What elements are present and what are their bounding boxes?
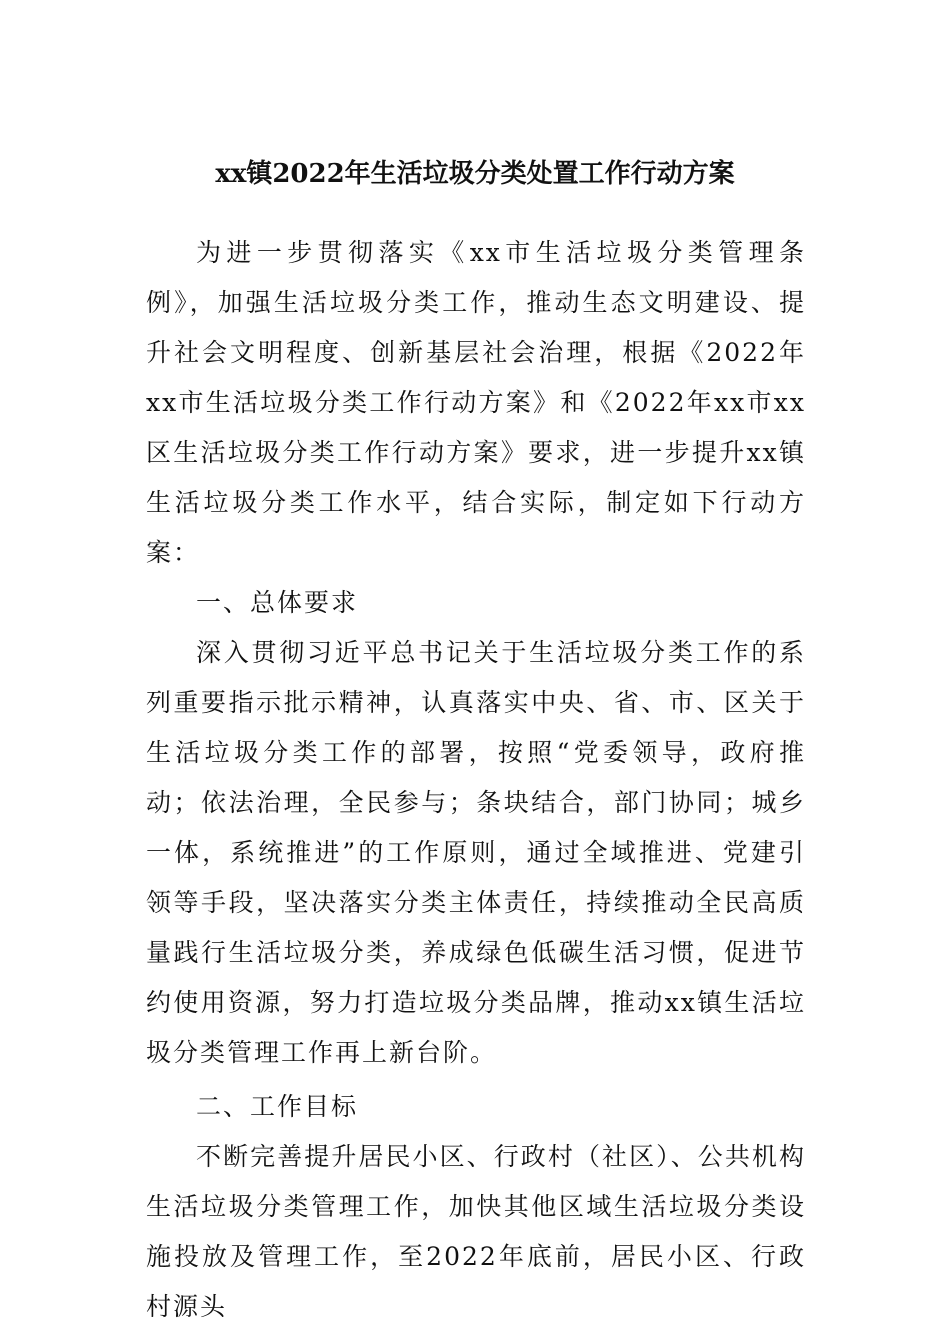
- section-paragraph-work-objectives: 不断完善提升居民小区、行政村（社区）、公共机构生活垃圾分类管理工作，加快其他区域生活垃圾分类设施投放及管理工作，至2022年底前，居民小区、行政村源头: [146, 1142, 806, 1321]
- document-body: [146, 228, 806, 1332]
- section-paragraph-general-requirements: 深入贯彻习近平总书记关于生活垃圾分类工作的系列重要指示批示精神，认真落实中央、省、市、区关于生活垃圾分类工作的部署，按照“党委领导，政府推动；依法治理，全民参与；条块结合，部门协同；城乡一体，系统推进”的工作原则，通过全域推进、党建引领等手段，坚决落实分类主体责任，持续推动全民高质量践行生活垃圾分类，养成绿色低碳生活习惯，促进节约使用资源，努力打造垃圾分类品牌，推动xx镇生活垃圾分类管理工作再上新台阶。: [146, 638, 806, 1067]
- section-heading-work-objectives: 二、工作目标: [196, 1092, 359, 1121]
- document-title: xx镇2022年生活垃圾分类处置工作行动方案: [215, 159, 735, 189]
- intro-paragraph: 为进一步贯彻落实《xx市生活垃圾分类管理条例》，加强生活垃圾分类工作，推动生态文明建设、提升社会文明程度、创新基层社会治理，根据《2022年xx市生活垃圾分类工作行动方案》和《2022年xx市xx区生活垃圾分类工作行动方案》要求，进一步提升xx镇生活垃圾分类工作水平，结合实际，制定如下行动方案：: [146, 238, 806, 567]
- section-heading-general-requirements: 一、总体要求: [196, 588, 359, 617]
